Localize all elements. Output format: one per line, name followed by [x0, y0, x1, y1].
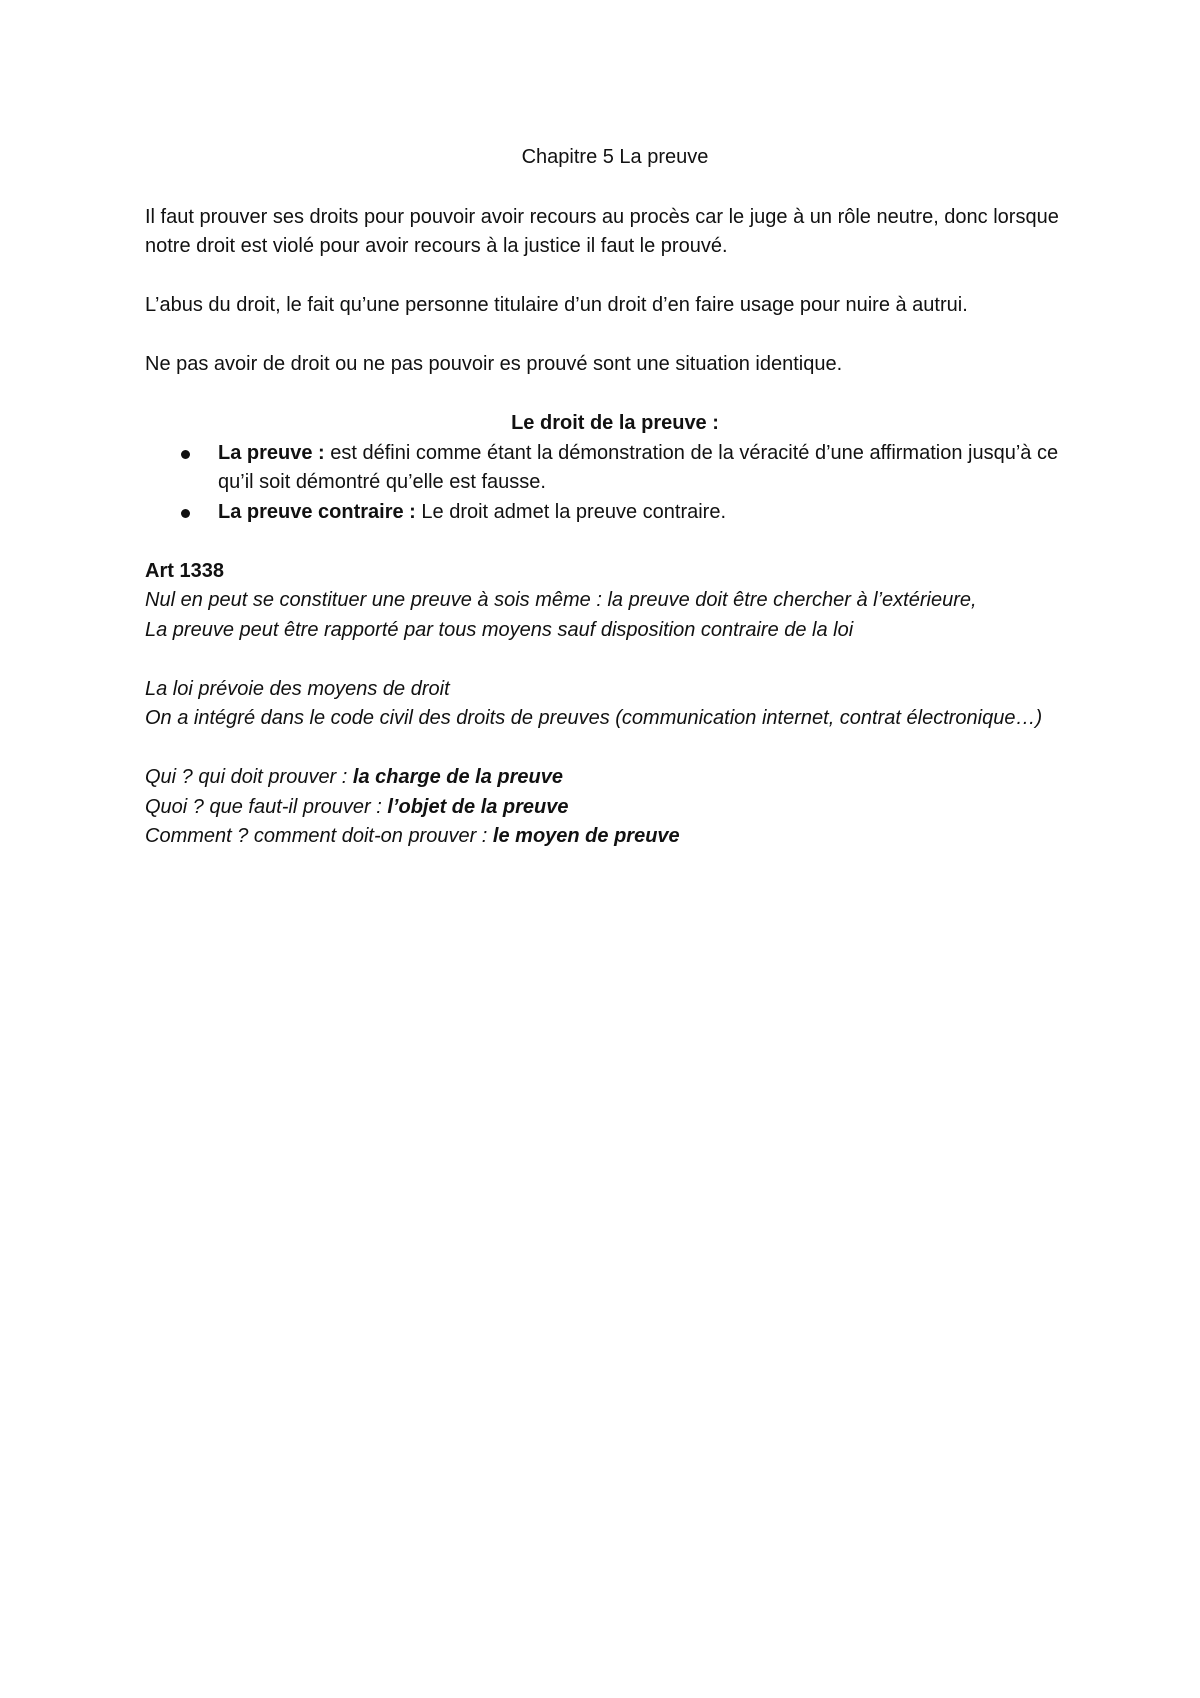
question-line — [145, 763, 1085, 793]
question-text: Qui ? qui doit prouver : — [145, 766, 353, 788]
paragraph-abuse-of-right: L’abus du droit, le fait qu’une personne titulaire d’un droit d’en faire usage pour nuire à autrui. — [145, 294, 968, 316]
bullet-text: Le droit admet la preuve contraire. — [415, 500, 727, 523]
question-answer: le moyen de preuve — [492, 825, 680, 847]
paragraph-proof-rights: Il faut prouver ses droits pour pouvoir avoir recours au procès car le juge à un rôle neutre, donc lorsque notre droit est violé pour avoir recours à la justice il faut le prouvé. — [145, 205, 1059, 257]
question-text: Comment ? comment doit-on prouver : — [145, 825, 493, 847]
question-answer: l’objet de la preuve — [387, 795, 569, 818]
question-line — [145, 793, 1085, 823]
section-heading: Le droit de la preuve : — [511, 412, 719, 434]
means-line: On a intégré dans le code civil des droits de preuves (communication internet, contrat électronique…) — [145, 707, 1043, 729]
bullet-text: est défini comme étant la démonstration de la véracité d’une affirmation jusqu’à ce qu’il soit démontré qu’elle est fausse. — [218, 441, 1059, 493]
article-line: Nul en peut se constituer une preuve à sois même : la preuve doit être chercher à l’extérieure, — [145, 589, 977, 611]
questions-block — [145, 763, 1085, 852]
list-item — [145, 498, 1085, 528]
definition-list — [145, 439, 1085, 528]
means-line: La loi prévoie des moyens de droit — [145, 677, 450, 700]
question-text: Quoi ? que faut-il prouver : — [145, 795, 388, 818]
article-block — [145, 557, 1085, 646]
bullet-term: La preuve : — [218, 441, 325, 464]
article-title: Art 1338 — [145, 559, 224, 582]
question-answer: la charge de la preuve — [352, 766, 563, 788]
article-line: La preuve peut être rapporté par tous moyens sauf disposition contraire de la loi — [145, 618, 854, 641]
means-block — [145, 675, 1085, 734]
chapter-title: Chapitre 5 La preuve — [521, 146, 709, 168]
document-body — [145, 143, 1085, 881]
paragraph-identical-situation: Ne pas avoir de droit ou ne pas pouvoir es prouvé sont une situation identique. — [145, 353, 843, 375]
bullet-icon — [181, 450, 190, 459]
question-line — [145, 822, 1085, 852]
bullet-term: La preuve contraire : — [218, 500, 416, 523]
list-item — [145, 439, 1085, 498]
bullet-icon — [181, 509, 190, 518]
